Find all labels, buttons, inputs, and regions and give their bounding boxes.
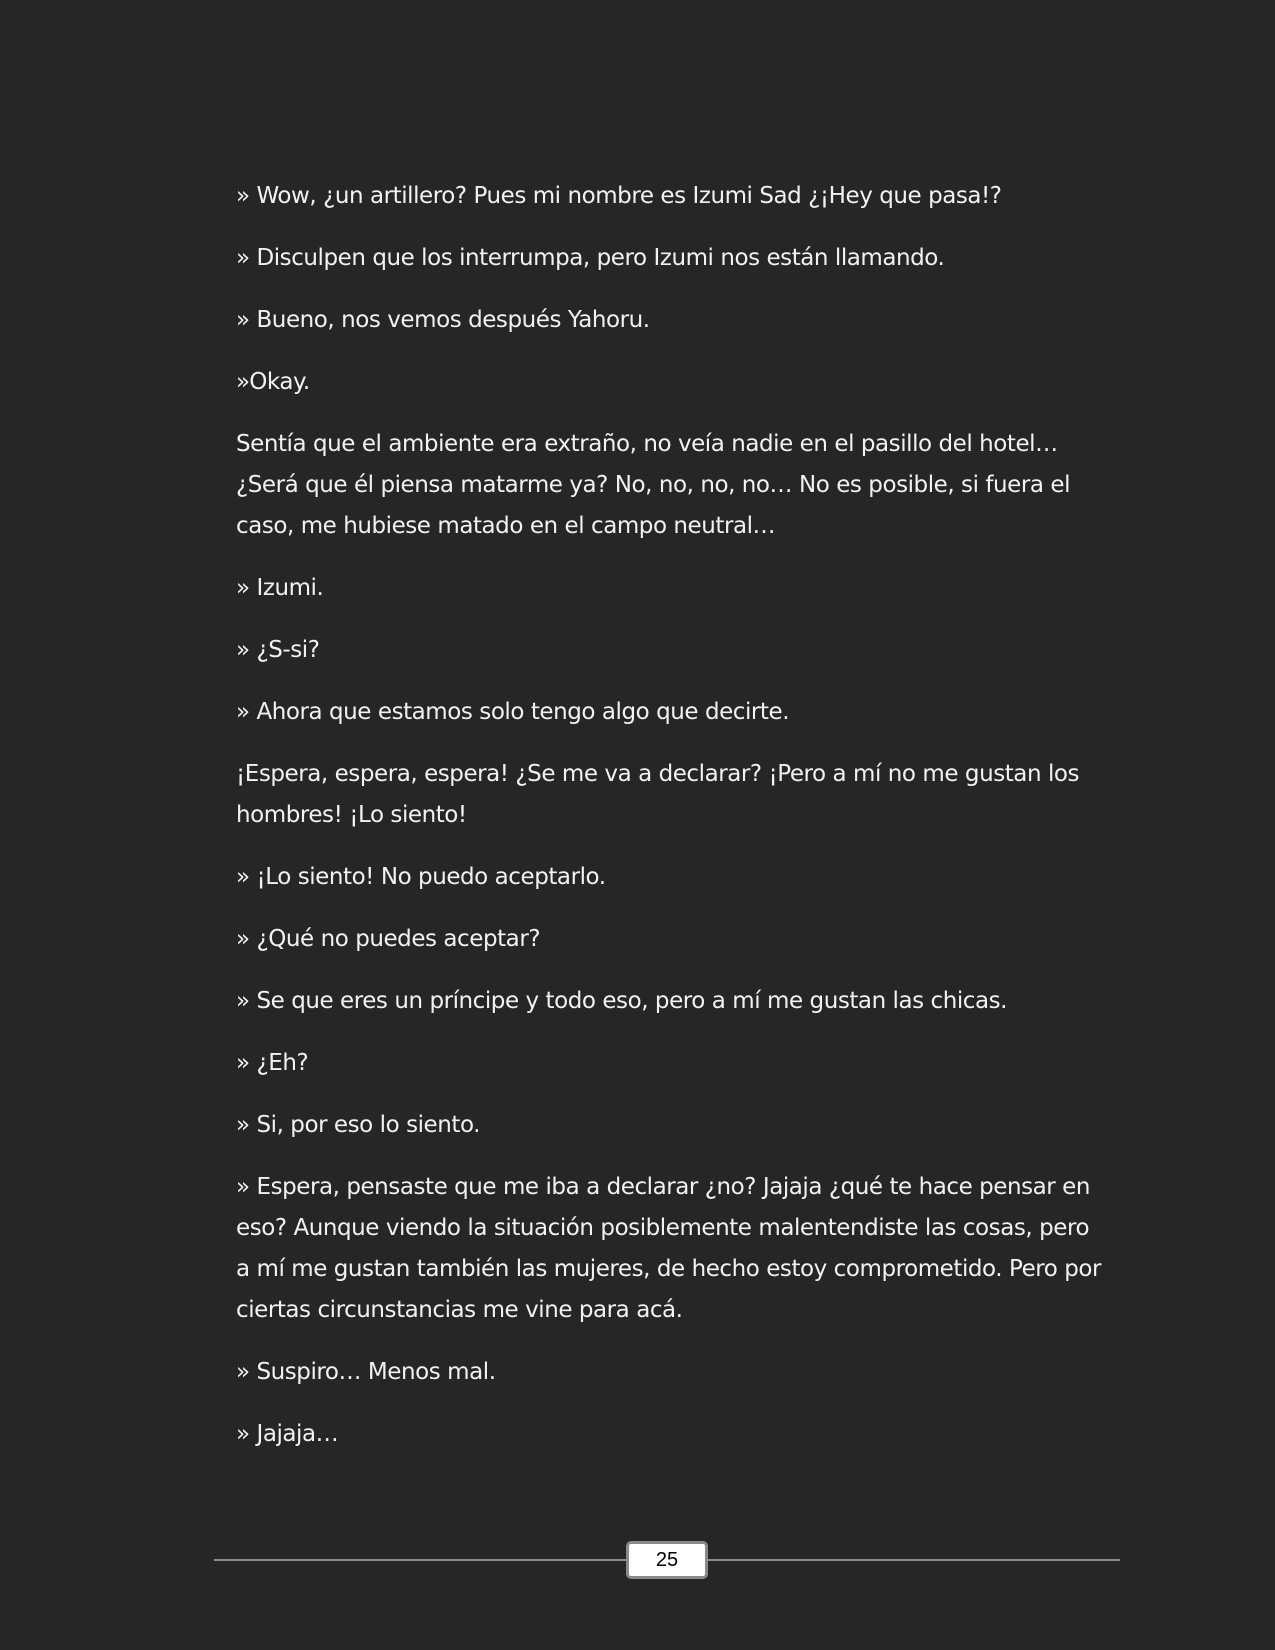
paragraph: » Ahora que estamos solo tengo algo que decirte. (236, 699, 790, 725)
paragraph: » Espera, pensaste que me iba a declarar ¿no? Jajaja ¿qué te hace pensar en eso? Aunque viendo la situación posiblemente malentendiste las cosas, pero a mí me gustan también las mujeres, de hecho estoy comprometido. Pero por ciertas circunstancias me vine para acá. (236, 1174, 1102, 1323)
paragraph: » Bueno, nos vemos después Yahoru. (236, 307, 650, 333)
paragraph: » Wow, ¿un artillero? Pues mi nombre es Izumi Sad ¿¡Hey que pasa!? (236, 183, 1002, 209)
paragraph: » Se que eres un príncipe y todo eso, pero a mí me gustan las chicas. (236, 988, 1008, 1014)
paragraph: » Disculpen que los interrumpa, pero Izumi nos están llamando. (236, 245, 945, 271)
paragraph: Sentía que el ambiente era extraño, no veía nadie en el pasillo del hotel… ¿Será que él piensa matarme ya? No, no, no, no… No es posible, si fuera el caso, me hubiese matado en el campo neutral… (236, 431, 1071, 539)
paragraph: » ¿S-si? (236, 637, 320, 663)
paragraph: » ¿Qué no puedes aceptar? (236, 926, 541, 952)
paragraph: » Jajaja… (236, 1421, 339, 1447)
page-number: 25 (655, 1548, 679, 1571)
paragraph: » ¡Lo siento! No puedo aceptarlo. (236, 864, 606, 890)
paragraph: » ¿Eh? (236, 1050, 309, 1076)
page-number-box (626, 1541, 708, 1579)
paragraph: ¡Espera, espera, espera! ¿Se me va a declarar? ¡Pero a mí no me gustan los hombres! ¡Lo siento! (236, 761, 1080, 828)
document-body (236, 176, 1106, 1476)
paragraph: »Okay. (236, 369, 310, 395)
paragraph: » Izumi. (236, 575, 324, 601)
paragraph: » Si, por eso lo siento. (236, 1112, 481, 1138)
paragraph: » Suspiro… Menos mal. (236, 1359, 496, 1385)
